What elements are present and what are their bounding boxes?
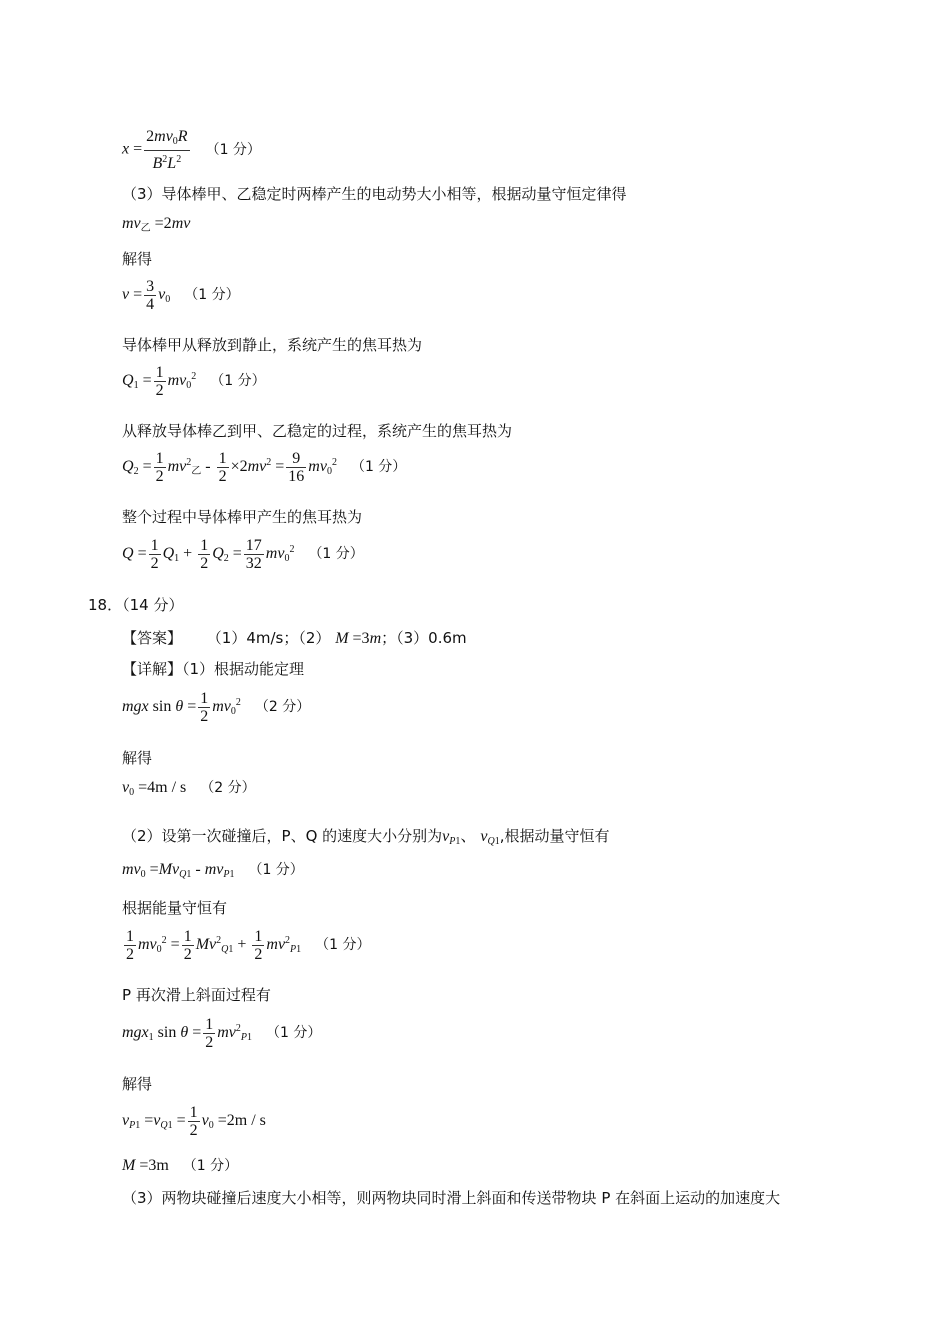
formula-q: Q = $\frac{1}{2}$ $Q_1$ + $\frac{1}{2}$ $Q_2$ = $\frac{17}{32}$ $mv_0^2$ （1 分） [122,537,364,572]
formula-energy: $\frac{1}{2}$ $mv_0^2$ = $\frac{1}{2}$ $Mv^2_{Q1}$ + $\frac{1}{2}$ $mv^2_{P1}$ （1 分） [126,928,371,963]
score-note: （1 分） [184,287,240,304]
paragraph: P 再次滑上斜面过程有 [122,986,271,1004]
paragraph: 整个过程中导体棒甲产生的焦耳热为 [122,508,363,526]
score-note: （1 分） [210,373,266,390]
score-note: （1 分） [248,862,304,878]
formula-momentum-2: $mv_0 =Mv_{Q1} - mv_{P1}$ （1 分） [122,861,304,880]
paragraph: 解得 [122,1075,153,1093]
paragraph: （2）设第一次碰撞后，P、Q 的速度大小分别为$v_{P1}$、 $v_{Q1}$,根据动量守恒有 [122,827,610,847]
detail-line: 【详解】（1）根据动能定理 [122,660,305,678]
score-note: （1 分） [350,459,407,476]
score-note: （1 分） [205,141,261,158]
formula-answer-M: M =3m [335,630,382,647]
formula-mgx: mgx sin θ = $\frac{1}{2}$ $mv_0^2$ （2 分） [122,690,311,725]
paragraph: 从释放导体棒乙到甲、乙稳定的过程，系统产生的焦耳热为 [122,422,513,440]
paragraph: （3）两物块碰撞后速度大小相等，则两物块同时滑上斜面和传送带物块 P 在斜面上运动的加速度大 [122,1189,781,1207]
paragraph: 导体棒甲从释放到静止，系统产生的焦耳热为 [122,336,423,354]
formula-M: M =3m （1 分） [122,1157,239,1174]
formula-vp1: $v_{P1} =v_{Q1}$ = $\frac{1}{2}$ $v_0 =2m / s$ [122,1104,266,1139]
detail-label: 【详解】 [122,660,183,678]
paragraph: 解得 [122,749,153,767]
score-note: （1 分） [265,1025,322,1042]
score-note: （2 分） [200,780,256,796]
formula-v0: $v_0 =4m / s$ （2 分） [122,779,256,798]
paragraph: 解得 [122,250,153,268]
answer-label: 【答案】 [122,629,183,647]
score-note: （1 分） [308,546,364,563]
question-number: 18．（14 分） [88,596,184,614]
paragraph: （3）导体棒甲、乙稳定时两棒产生的电动势大小相等，根据动量守恒定律得 [122,185,627,203]
paragraph: 根据能量守恒有 [122,899,228,917]
formula-momentum: $mv_乙 =2mv$ [122,215,191,234]
formula-mgx1: mgx$_1$ sin θ = $\frac{1}{2}$ $mv^2_{P1}$ （1 分） [122,1016,322,1051]
score-note: （2 分） [254,699,311,716]
formula-vp1-vq1: $v_{P1}$、 $v_{Q1}$ [442,828,500,847]
formula-x: x = $\frac{2mv_0R}{B^2L^2}$ （1 分） [122,128,261,172]
formula-q2: $Q_2$ = $\frac{1}{2}$ $mv^2_乙$ - $\frac{1}{2}$ $\times 2mv^2$ = $\frac{9}{16}$ $mv_0^2$ （1 分） [122,450,407,485]
formula-q1: $Q_1$ = $\frac{1}{2}$ $mv_0^2$ （1 分） [122,364,266,399]
score-note: （1 分） [182,1158,239,1174]
score-note: （1 分） [315,937,371,954]
formula-v: v = $\frac{3}{4}$ $v_0$ （1 分） [122,278,240,313]
answer-line: 【答案】 （1）4m/s；（2） M =3m；（3）0.6m [122,629,467,647]
